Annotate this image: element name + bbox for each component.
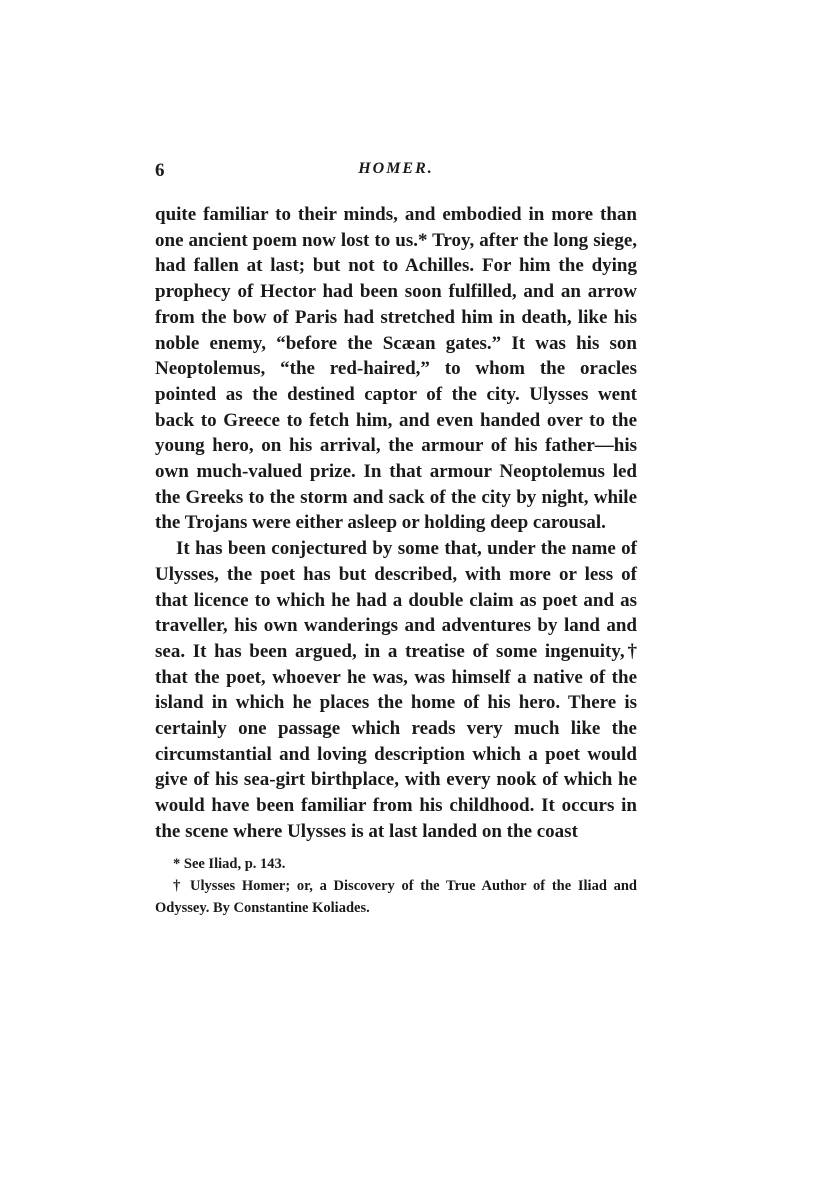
running-head xyxy=(155,160,637,188)
footnote: * See Iliad, p. 143. xyxy=(173,855,286,872)
body-text xyxy=(155,202,637,845)
footnote: † Ulysses Homer; or, a Discovery of the True Author of the Iliad and Odyssey. By Constantine Koliades. xyxy=(155,877,637,916)
paragraph: It has been conjectured by some that, under the name of Ulysses, the poet has but described, with more or less of that licence to which he had a double claim as poet and as traveller, his own wanderings and adventures by land and sea. It has been argued, in a treatise of some ingenuity,† that the poet, whoever he was, was himself a native of the island in which he places the home of his hero. There is certainly one passage which reads very much like the circumstantial and loving description which a poet would give of his sea-girt birthplace, with every nook of which he would have been familiar from his childhood. It occurs in the scene where Ulysses is at last landed on the coast xyxy=(155,538,637,842)
paragraph: quite familiar to their minds, and embodied in more than one ancient poem now lost to us.* Troy, after the long siege, had fallen at last; but not to Achilles. For him the dying prophecy of Hector had been soon fulfilled, and an arrow from the bow of Paris had stretched him in death, like his noble enemy, “before the Scæan gates.” It was his son Neoptolemus, “the red-haired,” to whom the oracles pointed as the destined captor of the city. Ulysses went back to Greece to fetch him, and even handed over to the young hero, on his arrival, the armour of his father—his own much-valued prize. In that armour Neoptolemus led the Greeks to the storm and sack of the city by night, while the Trojans were either asleep or holding deep carousal. xyxy=(155,204,637,534)
running-title: HOMER. xyxy=(358,160,434,177)
footnotes xyxy=(155,853,637,919)
page-number: 6 xyxy=(155,160,165,181)
book-page xyxy=(155,160,637,919)
